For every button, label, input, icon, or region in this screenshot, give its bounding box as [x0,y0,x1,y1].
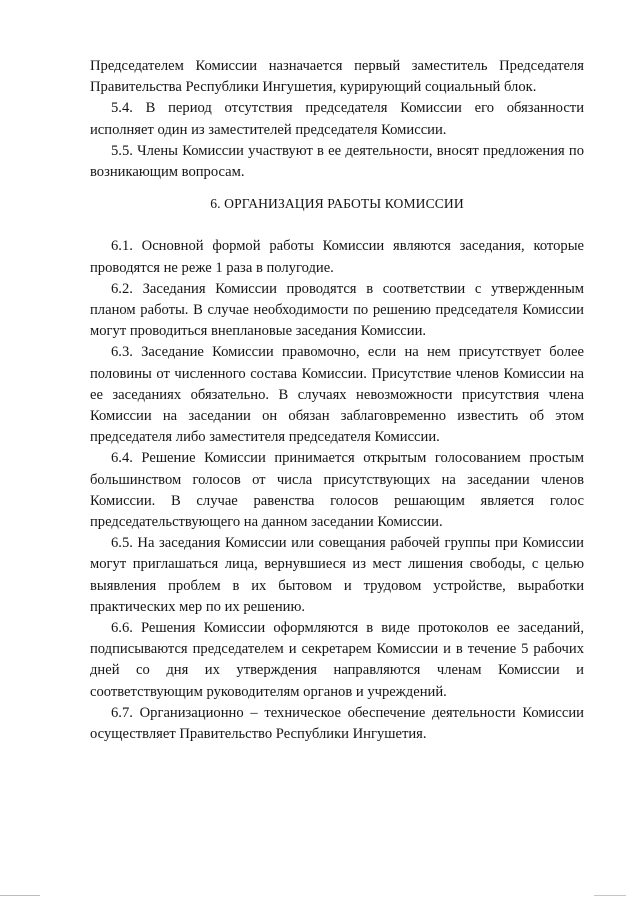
paragraph-6-5: 6.5. На заседания Комиссии или совещания рабочей группы при Комиссии могут приглашаться лица, вернувшиеся из мест лишения свободы, с целью выявления проблем в их бытовом и трудовом устройстве, выработки практических мер по их решению. [90,535,584,615]
paragraph-6-3: 6.3. Заседание Комиссии правомочно, если на нем присутствует более половины от численного состава Комиссии. Присутствие членов Комиссии на ее заседаниях обязательно. В случаях невозможности присутствия члена Комиссии на заседании он обязан заблаговременно известить об этом председателя либо заместителя председателя Комиссии. [90,344,584,446]
paragraph-5-4: 5.4. В период отсутствия председателя Комиссии его обязанности исполняет один из заместителей председателя Комиссии. [90,100,584,138]
section-6-heading: 6. ОРГАНИЗАЦИЯ РАБОТЫ КОМИССИИ [210,196,464,212]
document-page [90,56,584,745]
paragraph-6-7: 6.7. Организационно – техническое обеспечение деятельности Комиссии осуществляет Правительство Республики Ингушетия. [90,704,584,743]
paragraph-5-5: 5.5. Члены Комиссии участвуют в ее деятельности, вносят предложения по возникающим вопросам. [90,142,584,181]
paragraph-6-1: 6.1. Основной формой работы Комиссии являются заседания, которые проводятся не реже 1 раза в полугодие. [90,238,584,276]
scan-edge-mark-left [0,895,40,896]
paragraph-6-4: 6.4. Решение Комиссии принимается открытым голосованием простым большинством голосов от числа присутствующих на заседании членов Комиссии. В случае равенства голосов решающим является голос председательствующего на данном заседании Комиссии. [90,450,584,531]
scan-edge-mark-right [594,895,626,896]
paragraph-6-2: 6.2. Заседания Комиссии проводятся в соответствии с утвержденным планом работы. В случае необходимости по решению председателя Комиссии могут проводиться внеплановые заседания Комиссии. [90,280,584,340]
paragraph-6-6: 6.6. Решения Комиссии оформляются в виде протоколов ее заседаний, подписываются председателем и секретарем Комиссии и в течение 5 рабочих дней со дня их утверждения направляются членам Комиссии и соответствующим руководителям органов и учреждений. [90,620,584,700]
heading-spacer [90,214,584,236]
paragraph-chair-appointment: Председателем Комиссии назначается первый заместитель Председателя Правительства Республики Ингушетия, курирующий социальный блок. [90,58,584,96]
